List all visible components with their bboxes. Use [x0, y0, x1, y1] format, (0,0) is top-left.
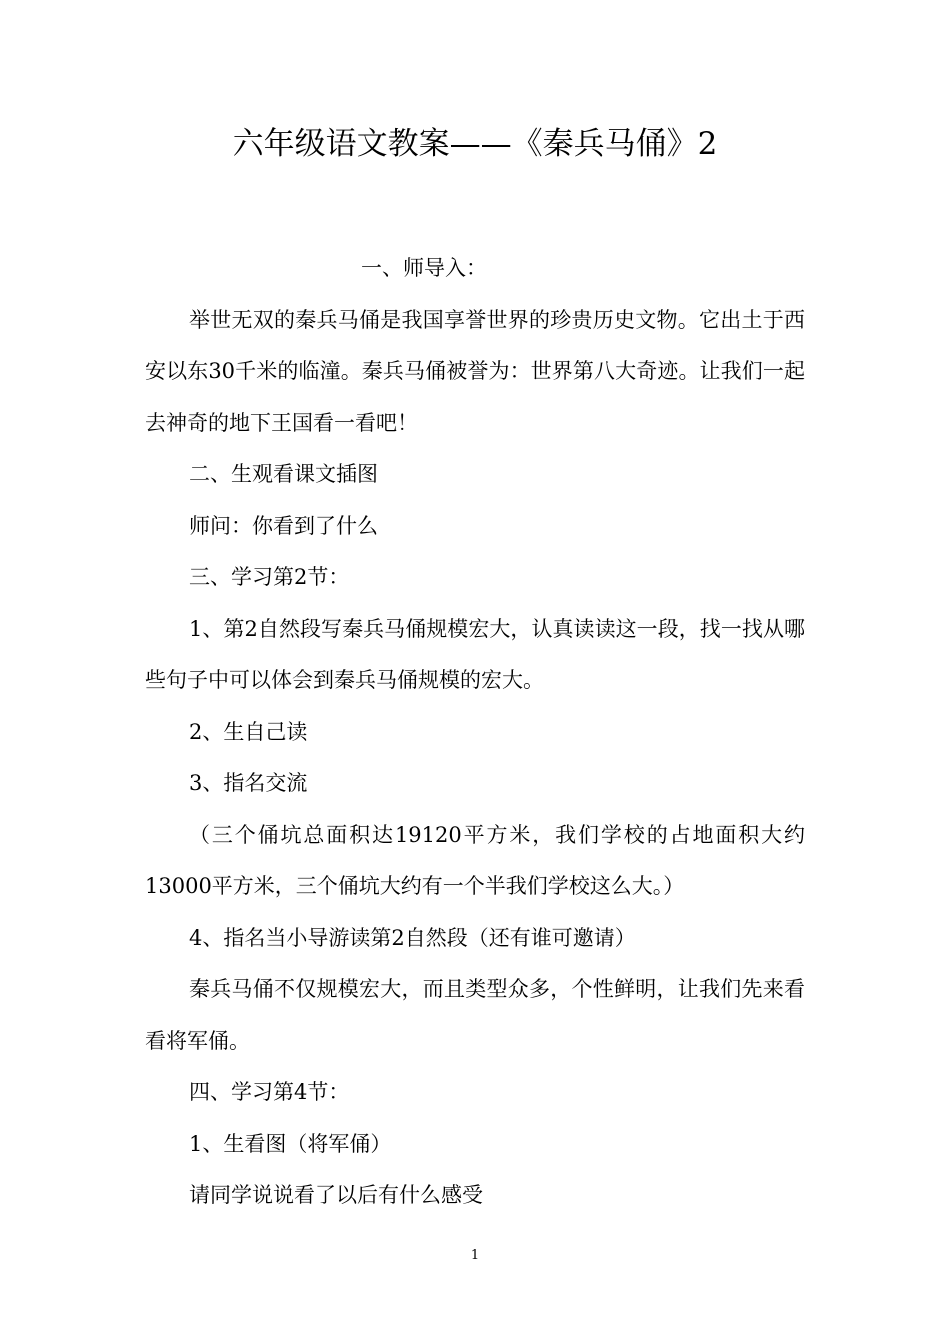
paragraph-question: 师问：你看到了什么 — [189, 513, 378, 538]
paragraph-item-4: 4、指名当小导游读第2自然段（还有谁可邀请） — [189, 925, 636, 950]
paragraph-look-figure: 1、生看图（将军俑） — [189, 1131, 392, 1156]
paragraph-feelings: 请同学说说看了以后有什么感受 — [189, 1183, 483, 1207]
page-number: 1 — [470, 1248, 480, 1263]
section-heading-2: 二、生观看课文插图 — [189, 462, 378, 486]
paragraph-transition: 秦兵马俑不仅规模宏大，而且类型众多，个性鲜明，让我们先来看看将军俑。 — [145, 977, 805, 1053]
paragraph-item-3: 3、指名交流 — [189, 771, 308, 795]
document-body — [145, 243, 805, 1222]
paragraph-item-2: 2、生自己读 — [189, 719, 308, 744]
section-heading-4: 四、学习第4节： — [189, 1080, 350, 1104]
section-heading-intro: 一、师导入： — [361, 256, 487, 280]
document-title: 六年级语文教案——《秦兵马俑》2 — [232, 126, 718, 162]
paragraph-area-note: （三个俑坑总面积达19120平方米，我们学校的占地面积大约13000平方米，三个俑坑大约有一个半我们学校这么大。） — [145, 822, 805, 898]
paragraph-item-1: 1、第2自然段写秦兵马俑规模宏大，认真读读这一段，找一找从哪些句子中可以体会到秦兵马俑规模的宏大。 — [145, 616, 805, 692]
paragraph-intro: 举世无双的秦兵马俑是我国享誉世界的珍贵历史文物。它出土于西安以东30千米的临潼。秦兵马俑被誉为：世界第八大奇迹。让我们一起去神奇的地下王国看一看吧！ — [145, 307, 805, 435]
section-heading-3: 三、学习第2节： — [189, 565, 350, 589]
